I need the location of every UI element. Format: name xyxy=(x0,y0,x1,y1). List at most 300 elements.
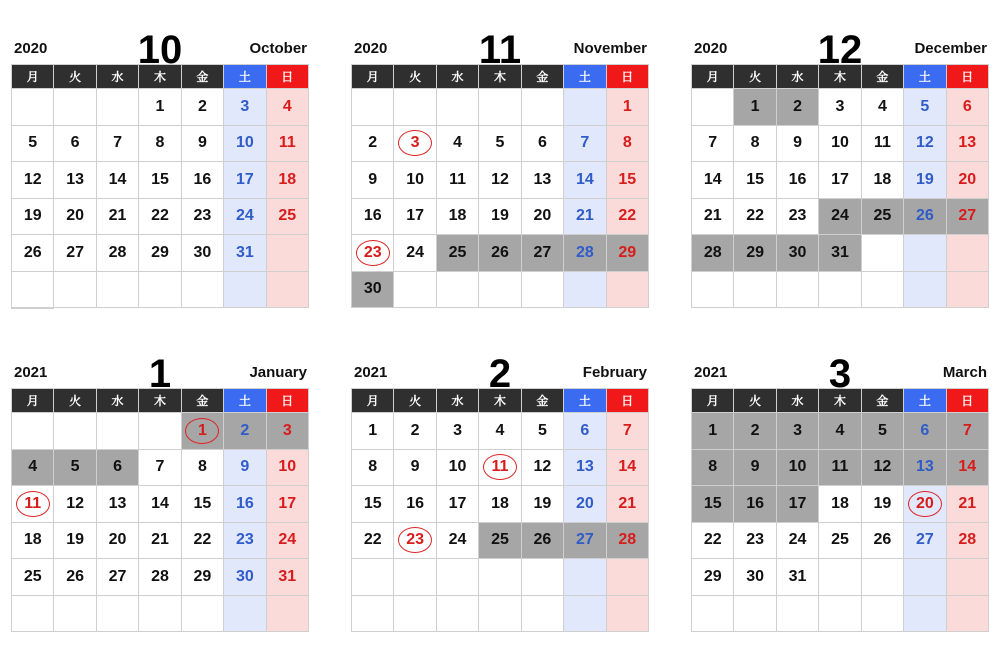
month-grid xyxy=(11,388,309,632)
day-cell: 5 xyxy=(54,450,96,487)
empty-cell xyxy=(522,89,564,126)
empty-cell xyxy=(224,272,266,309)
day-cell: 27 xyxy=(97,559,139,596)
day-cell: 8 xyxy=(352,450,394,487)
day-cell: 11 xyxy=(862,126,904,163)
weekday-header: 木 xyxy=(479,65,521,89)
month-header xyxy=(11,340,309,396)
weekday-header: 木 xyxy=(819,389,861,413)
month-number: 11 xyxy=(478,28,522,72)
day-cell: 24 xyxy=(437,523,479,560)
empty-cell xyxy=(777,596,819,633)
empty-cell xyxy=(97,413,139,450)
empty-cell xyxy=(267,272,309,309)
weekday-header: 水 xyxy=(777,65,819,89)
day-cell: 18 xyxy=(862,162,904,199)
day-cell: 26 xyxy=(54,559,96,596)
month-header xyxy=(11,16,309,72)
day-cell: 15 xyxy=(692,486,734,523)
day-cell: 11 xyxy=(12,486,54,523)
day-cell: 3 xyxy=(394,126,436,163)
month-grid xyxy=(691,64,989,308)
day-cell: 28 xyxy=(607,523,649,560)
empty-cell xyxy=(522,272,564,309)
empty-cell xyxy=(819,559,861,596)
empty-cell xyxy=(97,596,139,633)
month-number: 2 xyxy=(488,352,512,396)
day-cell: 8 xyxy=(182,450,224,487)
month-number: 12 xyxy=(817,28,863,72)
day-cell: 2 xyxy=(734,413,776,450)
day-cell: 7 xyxy=(97,126,139,163)
weekday-header: 月 xyxy=(692,389,734,413)
weekday-header: 木 xyxy=(139,65,181,89)
day-cell: 12 xyxy=(522,450,564,487)
day-cell: 4 xyxy=(12,450,54,487)
month-number: 1 xyxy=(148,352,172,396)
day-cell: 17 xyxy=(777,486,819,523)
day-cell: 13 xyxy=(564,450,606,487)
day-cell: 7 xyxy=(607,413,649,450)
weekday-header: 月 xyxy=(692,65,734,89)
empty-cell xyxy=(479,559,521,596)
weekday-header: 日 xyxy=(947,65,989,89)
day-cell: 11 xyxy=(479,450,521,487)
day-cell: 15 xyxy=(734,162,776,199)
empty-cell xyxy=(862,596,904,633)
month-name: March xyxy=(942,364,987,381)
day-cell: 3 xyxy=(437,413,479,450)
day-cell: 6 xyxy=(947,89,989,126)
empty-cell xyxy=(97,272,139,309)
month-name: February xyxy=(582,364,647,381)
weekday-header: 土 xyxy=(564,389,606,413)
day-cell: 11 xyxy=(819,450,861,487)
day-cell: 24 xyxy=(777,523,819,560)
weekday-header: 土 xyxy=(564,65,606,89)
day-cell: 18 xyxy=(267,162,309,199)
empty-cell xyxy=(437,272,479,309)
day-cell: 12 xyxy=(479,162,521,199)
day-cell: 11 xyxy=(267,126,309,163)
empty-cell xyxy=(479,596,521,633)
month-name: December xyxy=(914,40,987,57)
day-cell: 19 xyxy=(862,486,904,523)
month-name: October xyxy=(249,40,307,57)
day-cell: 25 xyxy=(437,235,479,272)
empty-cell xyxy=(947,596,989,633)
day-cell: 6 xyxy=(522,126,564,163)
day-cell: 15 xyxy=(607,162,649,199)
day-cell: 25 xyxy=(862,199,904,236)
day-cell: 4 xyxy=(862,89,904,126)
day-cell: 31 xyxy=(819,235,861,272)
month-calendar xyxy=(351,340,649,632)
day-cell: 3 xyxy=(224,89,266,126)
weekday-header: 火 xyxy=(54,65,96,89)
empty-cell xyxy=(267,235,309,272)
empty-cell xyxy=(692,596,734,633)
day-cell: 13 xyxy=(54,162,96,199)
day-cell: 16 xyxy=(352,199,394,236)
empty-cell xyxy=(54,272,96,309)
day-cell: 17 xyxy=(394,199,436,236)
day-cell: 29 xyxy=(139,235,181,272)
day-cell: 27 xyxy=(564,523,606,560)
day-cell: 20 xyxy=(564,486,606,523)
empty-cell xyxy=(904,596,946,633)
day-cell: 20 xyxy=(54,199,96,236)
weekday-header: 金 xyxy=(182,389,224,413)
day-cell: 7 xyxy=(139,450,181,487)
day-cell: 10 xyxy=(267,450,309,487)
day-cell: 13 xyxy=(522,162,564,199)
day-cell: 31 xyxy=(267,559,309,596)
day-cell: 23 xyxy=(394,523,436,560)
day-cell: 5 xyxy=(904,89,946,126)
day-cell: 1 xyxy=(692,413,734,450)
empty-cell xyxy=(607,596,649,633)
month-calendar xyxy=(11,16,309,309)
day-cell: 13 xyxy=(904,450,946,487)
day-cell: 7 xyxy=(947,413,989,450)
day-cell: 23 xyxy=(777,199,819,236)
day-cell: 17 xyxy=(224,162,266,199)
weekday-header: 木 xyxy=(479,389,521,413)
empty-cell xyxy=(139,596,181,633)
empty-cell xyxy=(12,89,54,126)
weekday-header: 火 xyxy=(394,65,436,89)
empty-cell xyxy=(479,89,521,126)
weekday-header: 水 xyxy=(777,389,819,413)
day-cell: 20 xyxy=(904,486,946,523)
day-cell: 28 xyxy=(692,235,734,272)
empty-cell xyxy=(437,596,479,633)
day-cell: 5 xyxy=(12,126,54,163)
empty-cell xyxy=(352,89,394,126)
day-cell: 28 xyxy=(564,235,606,272)
month-calendar xyxy=(351,16,649,308)
weekday-header: 月 xyxy=(12,389,54,413)
day-cell: 15 xyxy=(182,486,224,523)
day-cell: 27 xyxy=(522,235,564,272)
day-cell: 22 xyxy=(352,523,394,560)
weekday-header: 月 xyxy=(352,389,394,413)
day-cell: 3 xyxy=(267,413,309,450)
empty-cell xyxy=(862,559,904,596)
year-label: 2021 xyxy=(694,364,728,381)
empty-cell xyxy=(54,413,96,450)
day-cell: 22 xyxy=(607,199,649,236)
year-label: 2020 xyxy=(14,40,48,57)
day-cell: 10 xyxy=(777,450,819,487)
empty-cell xyxy=(139,272,181,309)
empty-cell xyxy=(182,596,224,633)
day-cell: 10 xyxy=(819,126,861,163)
day-cell: 22 xyxy=(734,199,776,236)
empty-cell xyxy=(522,559,564,596)
day-cell: 18 xyxy=(479,486,521,523)
empty-cell xyxy=(692,272,734,309)
day-cell: 22 xyxy=(139,199,181,236)
day-cell: 2 xyxy=(394,413,436,450)
day-cell: 5 xyxy=(522,413,564,450)
day-cell: 14 xyxy=(607,450,649,487)
day-cell: 26 xyxy=(479,235,521,272)
day-cell: 6 xyxy=(97,450,139,487)
day-cell: 24 xyxy=(267,523,309,560)
day-cell: 18 xyxy=(437,199,479,236)
day-cell: 25 xyxy=(12,559,54,596)
day-cell: 22 xyxy=(692,523,734,560)
empty-cell xyxy=(394,89,436,126)
empty-cell xyxy=(12,413,54,450)
day-cell: 26 xyxy=(862,523,904,560)
day-cell: 1 xyxy=(607,89,649,126)
day-cell: 23 xyxy=(224,523,266,560)
day-cell: 20 xyxy=(947,162,989,199)
month-name: November xyxy=(573,40,647,57)
weekday-header: 金 xyxy=(522,65,564,89)
empty-cell xyxy=(54,89,96,126)
day-cell: 27 xyxy=(904,523,946,560)
day-cell: 30 xyxy=(734,559,776,596)
weekday-header: 日 xyxy=(267,389,309,413)
day-cell: 1 xyxy=(352,413,394,450)
day-cell: 10 xyxy=(437,450,479,487)
day-cell: 30 xyxy=(352,272,394,309)
empty-cell xyxy=(564,89,606,126)
day-cell: 10 xyxy=(224,126,266,163)
empty-cell xyxy=(224,596,266,633)
day-cell: 4 xyxy=(437,126,479,163)
month-header xyxy=(351,16,649,72)
empty-cell xyxy=(607,272,649,309)
day-cell: 23 xyxy=(182,199,224,236)
weekday-header: 日 xyxy=(607,65,649,89)
day-cell: 12 xyxy=(54,486,96,523)
day-cell: 24 xyxy=(224,199,266,236)
day-cell: 27 xyxy=(54,235,96,272)
month-grid xyxy=(11,64,309,309)
day-cell: 10 xyxy=(394,162,436,199)
weekday-header: 土 xyxy=(224,65,266,89)
day-cell: 5 xyxy=(862,413,904,450)
weekday-header: 月 xyxy=(12,65,54,89)
weekday-header: 火 xyxy=(734,389,776,413)
day-cell: 20 xyxy=(97,523,139,560)
weekday-header: 土 xyxy=(224,389,266,413)
day-cell: 26 xyxy=(522,523,564,560)
day-cell: 9 xyxy=(224,450,266,487)
empty-cell xyxy=(12,272,54,309)
month-calendar xyxy=(11,340,309,632)
month-number: 3 xyxy=(828,352,852,396)
empty-cell xyxy=(479,272,521,309)
day-cell: 2 xyxy=(224,413,266,450)
day-cell: 14 xyxy=(139,486,181,523)
day-cell: 31 xyxy=(777,559,819,596)
day-cell: 21 xyxy=(564,199,606,236)
empty-cell xyxy=(862,235,904,272)
day-cell: 19 xyxy=(522,486,564,523)
empty-cell xyxy=(437,559,479,596)
weekday-header: 月 xyxy=(352,65,394,89)
empty-cell xyxy=(97,89,139,126)
day-cell: 30 xyxy=(182,235,224,272)
weekday-header: 日 xyxy=(947,389,989,413)
year-label: 2020 xyxy=(694,40,728,57)
day-cell: 16 xyxy=(182,162,224,199)
day-cell: 17 xyxy=(267,486,309,523)
day-cell: 24 xyxy=(394,235,436,272)
empty-cell xyxy=(904,235,946,272)
empty-cell xyxy=(12,308,54,309)
day-cell: 28 xyxy=(947,523,989,560)
empty-cell xyxy=(522,596,564,633)
day-cell: 16 xyxy=(734,486,776,523)
empty-cell xyxy=(54,596,96,633)
empty-cell xyxy=(139,413,181,450)
day-cell: 23 xyxy=(734,523,776,560)
empty-cell xyxy=(819,596,861,633)
empty-cell xyxy=(947,272,989,309)
month-number: 10 xyxy=(137,28,183,72)
day-cell: 21 xyxy=(607,486,649,523)
weekday-header: 水 xyxy=(437,65,479,89)
day-cell: 21 xyxy=(97,199,139,236)
day-cell: 18 xyxy=(12,523,54,560)
weekday-header: 木 xyxy=(139,389,181,413)
day-cell: 13 xyxy=(97,486,139,523)
day-cell: 19 xyxy=(54,523,96,560)
day-cell: 4 xyxy=(479,413,521,450)
day-cell: 11 xyxy=(437,162,479,199)
day-cell: 24 xyxy=(819,199,861,236)
year-label: 2021 xyxy=(14,364,48,381)
weekday-header: 土 xyxy=(904,389,946,413)
day-cell: 7 xyxy=(692,126,734,163)
month-header xyxy=(351,340,649,396)
day-cell: 28 xyxy=(97,235,139,272)
day-cell: 9 xyxy=(352,162,394,199)
weekday-header: 金 xyxy=(522,389,564,413)
day-cell: 26 xyxy=(12,235,54,272)
empty-cell xyxy=(734,596,776,633)
day-cell: 12 xyxy=(904,126,946,163)
day-cell: 14 xyxy=(564,162,606,199)
day-cell: 1 xyxy=(139,89,181,126)
month-grid xyxy=(351,64,649,308)
empty-cell xyxy=(564,272,606,309)
day-cell: 25 xyxy=(479,523,521,560)
day-cell: 9 xyxy=(394,450,436,487)
day-cell: 22 xyxy=(182,523,224,560)
day-cell: 16 xyxy=(224,486,266,523)
day-cell: 3 xyxy=(819,89,861,126)
empty-cell xyxy=(947,559,989,596)
month-calendar xyxy=(691,340,989,632)
day-cell: 6 xyxy=(564,413,606,450)
empty-cell xyxy=(819,272,861,309)
weekday-header: 土 xyxy=(904,65,946,89)
weekday-header: 火 xyxy=(54,389,96,413)
day-cell: 6 xyxy=(904,413,946,450)
day-cell: 30 xyxy=(777,235,819,272)
empty-cell xyxy=(564,559,606,596)
empty-cell xyxy=(352,596,394,633)
empty-cell xyxy=(12,596,54,633)
month-grid xyxy=(691,388,989,632)
empty-cell xyxy=(692,89,734,126)
day-cell: 1 xyxy=(182,413,224,450)
weekday-header: 水 xyxy=(437,389,479,413)
day-cell: 8 xyxy=(692,450,734,487)
empty-cell xyxy=(777,272,819,309)
day-cell: 16 xyxy=(777,162,819,199)
weekday-header: 火 xyxy=(394,389,436,413)
day-cell: 14 xyxy=(692,162,734,199)
weekday-header: 金 xyxy=(862,389,904,413)
empty-cell xyxy=(352,559,394,596)
day-cell: 17 xyxy=(819,162,861,199)
empty-cell xyxy=(904,272,946,309)
day-cell: 2 xyxy=(777,89,819,126)
day-cell: 15 xyxy=(352,486,394,523)
day-cell: 23 xyxy=(352,235,394,272)
weekday-header: 日 xyxy=(267,65,309,89)
empty-cell xyxy=(182,272,224,309)
weekday-header: 火 xyxy=(734,65,776,89)
empty-cell xyxy=(904,559,946,596)
empty-cell xyxy=(437,89,479,126)
month-grid xyxy=(351,388,649,632)
empty-cell xyxy=(267,596,309,633)
empty-cell xyxy=(862,272,904,309)
day-cell: 8 xyxy=(734,126,776,163)
day-cell: 17 xyxy=(437,486,479,523)
day-cell: 28 xyxy=(139,559,181,596)
day-cell: 3 xyxy=(777,413,819,450)
day-cell: 12 xyxy=(862,450,904,487)
day-cell: 21 xyxy=(692,199,734,236)
day-cell: 29 xyxy=(607,235,649,272)
day-cell: 29 xyxy=(734,235,776,272)
day-cell: 19 xyxy=(479,199,521,236)
day-cell: 19 xyxy=(12,199,54,236)
day-cell: 7 xyxy=(564,126,606,163)
day-cell: 29 xyxy=(692,559,734,596)
year-label: 2020 xyxy=(354,40,388,57)
day-cell: 20 xyxy=(522,199,564,236)
day-cell: 9 xyxy=(777,126,819,163)
empty-cell xyxy=(734,272,776,309)
day-cell: 8 xyxy=(139,126,181,163)
day-cell: 13 xyxy=(947,126,989,163)
day-cell: 12 xyxy=(12,162,54,199)
day-cell: 16 xyxy=(394,486,436,523)
day-cell: 5 xyxy=(479,126,521,163)
empty-cell xyxy=(947,235,989,272)
day-cell: 6 xyxy=(54,126,96,163)
year-label: 2021 xyxy=(354,364,388,381)
weekday-header: 金 xyxy=(862,65,904,89)
empty-cell xyxy=(394,559,436,596)
empty-cell xyxy=(394,272,436,309)
day-cell: 4 xyxy=(267,89,309,126)
empty-cell xyxy=(607,559,649,596)
day-cell: 9 xyxy=(182,126,224,163)
